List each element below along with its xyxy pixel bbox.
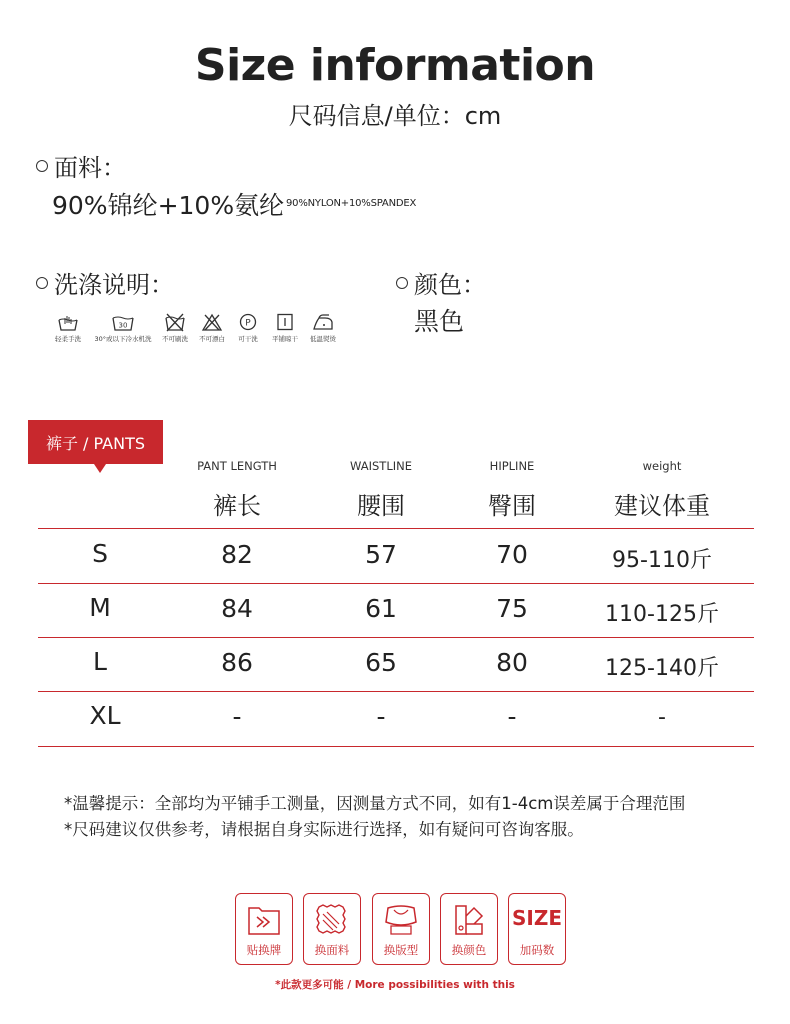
no-tumble-dry-icon xyxy=(163,312,187,332)
table-row-s-hip: 70 xyxy=(496,540,528,569)
table-divider xyxy=(38,637,754,638)
table-divider xyxy=(38,583,754,584)
hand-wash-icon xyxy=(56,312,80,332)
table-row-s-weight: 95-110斤 xyxy=(612,548,712,573)
fabric-label: 面料： xyxy=(54,154,126,182)
table-row-m-hip: 75 xyxy=(496,594,528,623)
flat-dry-icon xyxy=(273,312,297,332)
color-label: 颜色： xyxy=(414,271,486,299)
col-header-hip: 臀围 xyxy=(488,492,536,520)
care-label: 洗涤说明： xyxy=(54,271,174,299)
page-subtitle: 尺码信息/单位：cm xyxy=(288,102,502,130)
service-label: 换版型 xyxy=(383,943,419,957)
service-label: 加码数 xyxy=(519,943,555,957)
color-section-label xyxy=(396,265,486,300)
service-change-fabric xyxy=(303,893,361,965)
table-row-m-size: M xyxy=(89,593,111,622)
table-divider xyxy=(38,528,754,529)
color-value: 黑色 xyxy=(414,307,465,336)
table-row-m-weight: 110-125斤 xyxy=(605,602,719,627)
care-caption: 30°或以下冷水机洗 xyxy=(94,335,152,343)
col-header-weight: 建议体重 xyxy=(614,492,710,520)
care-item-no-bleach xyxy=(194,312,230,343)
table-row-m-waist: 61 xyxy=(365,594,397,623)
table-row-s-waist: 57 xyxy=(365,540,397,569)
fabric-value: 90%锦纶+10%氨纶 xyxy=(52,191,285,220)
care-item-hand-wash xyxy=(46,312,90,343)
table-divider xyxy=(38,691,754,692)
service-change-tag xyxy=(235,893,293,965)
care-caption: 不可漂白 xyxy=(199,335,225,343)
dry-clean-letter: P xyxy=(245,318,251,329)
care-item-dry-clean xyxy=(230,312,266,343)
note-line-1: *温馨提示：全部均为平铺手工测量，因测量方式不同，如有1-4cm误差属于合理范围 xyxy=(64,794,686,813)
tag-pointer xyxy=(94,464,106,473)
service-add-size xyxy=(508,893,566,965)
care-item-wash-30 xyxy=(90,312,156,343)
care-item-flat-dry xyxy=(266,312,304,343)
fabric-value-en: 90%NYLON+10%SPANDEX xyxy=(286,198,417,209)
table-row-xl-length: - xyxy=(232,702,242,731)
care-icons-row xyxy=(46,312,342,343)
wash-30-icon xyxy=(109,312,137,332)
table-divider xyxy=(38,746,754,747)
care-caption: 不可刷洗 xyxy=(162,335,188,343)
page-title: Size information xyxy=(194,40,596,91)
col-header-waist: 腰围 xyxy=(357,492,405,520)
wash-temp: 30 xyxy=(118,321,128,330)
fabric-section-label xyxy=(36,148,126,183)
color-swatch-icon xyxy=(449,900,489,940)
bullet-circle-icon xyxy=(396,277,408,289)
service-change-color xyxy=(440,893,498,965)
care-caption: 低温熨烫 xyxy=(310,335,336,343)
size-text-icon: SIZE xyxy=(511,906,562,930)
tag-swap-icon xyxy=(244,900,284,940)
table-row-l-hip: 80 xyxy=(496,648,528,677)
care-item-no-tumble xyxy=(156,312,194,343)
dry-clean-p-icon xyxy=(236,312,260,332)
low-iron-icon xyxy=(311,312,335,332)
col-header-en-weight: weight xyxy=(642,459,682,473)
table-row-m-length: 84 xyxy=(221,594,253,623)
table-row-xl-waist: - xyxy=(376,702,386,731)
no-bleach-icon xyxy=(200,312,224,332)
category-tag: 裤子 / PANTS xyxy=(28,420,163,464)
care-caption: 平铺晾干 xyxy=(272,335,298,343)
table-row-xl-weight: - xyxy=(658,705,666,730)
service-label: 换颜色 xyxy=(451,943,487,957)
table-row-xl-size: XL xyxy=(89,701,121,730)
table-row-s-size: S xyxy=(92,539,108,568)
col-header-en-waist: WAISTLINE xyxy=(350,459,412,473)
table-row-xl-hip: - xyxy=(507,702,517,731)
care-caption: 轻柔手洗 xyxy=(55,335,81,343)
care-section-label xyxy=(36,265,174,300)
care-caption: 可干洗 xyxy=(238,335,258,343)
table-row-l-length: 86 xyxy=(221,648,253,677)
service-label: 贴换牌 xyxy=(246,943,282,957)
table-row-l-weight: 125-140斤 xyxy=(605,656,719,681)
care-item-low-iron xyxy=(304,312,342,343)
note-line-2: *尺码建议仅供参考，请根据自身实际进行选择，如有疑问可咨询客服。 xyxy=(64,820,584,839)
table-row-l-waist: 65 xyxy=(365,648,397,677)
col-header-length: 裤长 xyxy=(213,492,261,520)
col-header-en-length: PANT LENGTH xyxy=(197,459,277,473)
col-header-en-hip: HIPLINE xyxy=(489,459,535,473)
footer-note: *此款更多可能 / More possibilities with this xyxy=(275,979,515,991)
service-label: 换面料 xyxy=(314,943,350,957)
service-change-pattern xyxy=(372,893,430,965)
fabric-swatch-icon xyxy=(312,900,352,940)
table-row-s-length: 82 xyxy=(221,540,253,569)
bullet-circle-icon xyxy=(36,160,48,172)
bullet-circle-icon xyxy=(36,277,48,289)
table-row-l-size: L xyxy=(93,647,107,676)
garment-icon xyxy=(381,900,421,940)
